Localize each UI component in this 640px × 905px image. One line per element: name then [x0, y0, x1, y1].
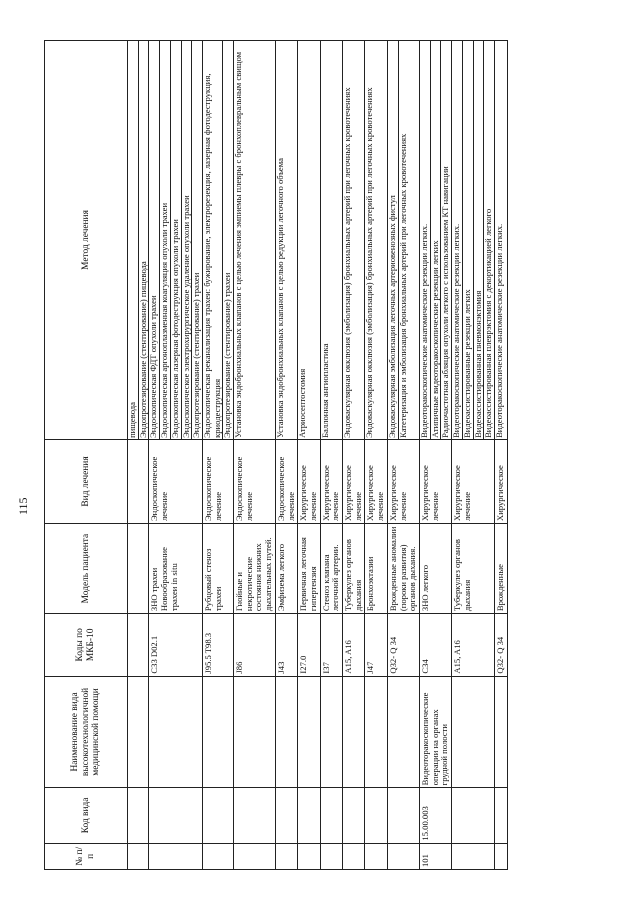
cell-icd: J47	[365, 614, 387, 676]
cell-num: 101	[419, 843, 451, 869]
cell-method	[419, 41, 451, 440]
cell-model: ЗНО легкого	[419, 524, 451, 614]
method-line: Видеоассистированная пневмонэктомия	[474, 41, 485, 439]
table-header-row	[45, 41, 128, 870]
cell-code-kind	[149, 788, 203, 843]
cell-code-kind	[275, 788, 297, 843]
cell-code-kind	[202, 788, 233, 843]
cell-num	[320, 843, 342, 869]
cell-code-kind	[387, 788, 419, 843]
cell-code-kind	[494, 788, 507, 843]
cell-treatment-type: Хирургическое лечение	[452, 439, 495, 523]
cell-treatment-type: Хирургическое лечение	[298, 439, 320, 523]
method-line: Атриосептостомия	[297, 368, 308, 438]
cell-icd: C33 D02.1	[149, 614, 203, 676]
cell-kind-name	[320, 676, 342, 788]
cell-treatment-type: Эндоскопическое лечение	[275, 439, 297, 523]
cell-method	[387, 41, 419, 440]
cell-code-kind	[234, 788, 276, 843]
table-row	[128, 41, 149, 870]
cell-kind-name	[234, 676, 276, 788]
method-line: Видеоторакоскопические анатомические резекции легких.	[452, 41, 463, 439]
cell-treatment-type	[128, 439, 149, 523]
table-row	[365, 41, 387, 870]
method-line: Установка эндобронхиальных клапанов с целью редукции легочного объема	[274, 158, 285, 438]
header-model: Модель пациента	[45, 524, 128, 614]
table-row	[494, 41, 507, 870]
cell-method	[234, 41, 276, 440]
table-row	[275, 41, 297, 870]
cell-kind-name	[365, 676, 387, 788]
rotated-table-sheet	[16, 40, 614, 870]
cell-model: Эмфизема легкого	[275, 524, 297, 614]
cell-treatment-type: Хирургическое лечение	[419, 439, 451, 523]
cell-kind-name	[128, 676, 149, 788]
header-method: Метод лечения	[45, 41, 128, 440]
cell-method	[343, 41, 365, 440]
table-row	[202, 41, 233, 870]
cell-treatment-type: Хирургическое лечение	[320, 439, 342, 523]
table-row	[298, 41, 320, 870]
cell-code-kind	[298, 788, 320, 843]
cell-icd: J95.5 T98.3	[202, 614, 233, 676]
cell-model: Врожденные	[494, 524, 507, 614]
header-icd: Коды по МКБ-10	[45, 614, 128, 676]
cell-model: Стеноз клапана легочной артерии.	[320, 524, 342, 614]
cell-code-kind	[343, 788, 365, 843]
cell-method	[365, 41, 387, 440]
cell-kind-name	[494, 676, 507, 788]
cell-model: Врожденные аномалии (пороки развития) органов дыхания.	[387, 524, 419, 614]
method-line: Установка эндобронхиальных клапанов с целью лечения эмпиемы плевры с бронхоплевральным свищом	[233, 51, 244, 438]
cell-num	[343, 843, 365, 869]
cell-method	[202, 41, 233, 440]
cell-treatment-type: Хирургическое лечение	[387, 439, 419, 523]
cell-code-kind	[452, 788, 495, 843]
cell-icd: Q32- Q 34	[494, 614, 507, 676]
method-line: Эндоскопическая лазерная фотодеструкция опухоли трахеи	[171, 41, 182, 439]
treatment-table	[44, 40, 508, 870]
method-line: пищевода	[128, 41, 139, 439]
cell-kind-name	[387, 676, 419, 788]
cell-icd: A15, A16	[452, 614, 495, 676]
method-line: Видеоторакоскопические анатомические резекции легких.	[493, 223, 504, 438]
table-row	[419, 41, 451, 870]
cell-code-kind	[128, 788, 149, 843]
cell-kind-name	[149, 676, 203, 788]
cell-code-kind	[365, 788, 387, 843]
method-line: Атипичные видеоторакоскопические резекции легких	[431, 41, 442, 439]
table-row	[452, 41, 495, 870]
cell-num	[387, 843, 419, 869]
header-treatment-type: Вид лечения	[45, 439, 128, 523]
cell-kind-name	[298, 676, 320, 788]
cell-code-kind	[320, 788, 342, 843]
cell-method	[149, 41, 203, 440]
method-line: Эндопротезирование (стентирование) пищевода	[137, 261, 148, 438]
cell-num	[275, 843, 297, 869]
method-line: Радиочастотная абляция опухоли легкого с использованием КТ навигации	[440, 166, 451, 438]
table-row	[387, 41, 419, 870]
cell-kind-name	[343, 676, 365, 788]
cell-model: Первичная легочная гипертензия	[298, 524, 320, 614]
method-line: Эндопротезирование (стентирование) трахеи	[222, 272, 233, 438]
method-line: Эндоскопическая аргоноплазменная коагуляция опухоли трахеи	[160, 41, 171, 439]
cell-num	[494, 843, 507, 869]
cell-num	[128, 843, 149, 869]
cell-treatment-type: Эндоскопическое лечение	[202, 439, 233, 523]
method-line: Эндоскопическая ФДТ опухоли трахеи	[149, 41, 160, 439]
table-row	[149, 41, 203, 870]
cell-num	[234, 843, 276, 869]
method-line: Видеоторакоскопические анатомические резекции легких.	[420, 41, 431, 439]
method-line: Баллонная ангиопластика	[319, 343, 330, 438]
cell-model: Гнойные и некротические состояния нижних дыхательных путей.	[234, 524, 276, 614]
cell-treatment-type: Хирургическое лечение	[365, 439, 387, 523]
cell-num	[149, 843, 203, 869]
method-line: Эндопротезирование (стентирование) трахеи	[191, 272, 202, 438]
cell-num	[452, 843, 495, 869]
cell-model: Бронхоэктазии	[365, 524, 387, 614]
cell-model: Туберкулез органов дыхания	[343, 524, 365, 614]
cell-icd: I27.0	[298, 614, 320, 676]
cell-icd: C34	[419, 614, 451, 676]
cell-icd: I37	[320, 614, 342, 676]
cell-kind-name	[275, 676, 297, 788]
table-body	[128, 41, 508, 870]
cell-method	[494, 41, 507, 440]
method-line: Эндоваскулярная окклюзия (эмболизация) бронхиальных артерий при легочных кровотечениях	[364, 87, 375, 438]
table-row	[343, 41, 365, 870]
header-kind-name: Наименование вида высокотехнологичной медицинской помощи	[45, 676, 128, 788]
cell-kind-name	[452, 676, 495, 788]
method-line: Эндоскопическая реканализация трахеи: бужирование, электрорезекция, лазерная фотодеструкция, криодеструкция	[203, 41, 223, 439]
cell-kind-name	[202, 676, 233, 788]
cell-treatment-type: Эндоскопическое лечение	[149, 439, 203, 523]
cell-code-kind: 15.00.003	[419, 788, 451, 843]
cell-icd: Q32- Q 34	[387, 614, 419, 676]
cell-model: ЗНО трахеи Новообразование трахеи in situ	[149, 524, 203, 614]
method-line: Эндоваскулярная эмболизация легочных артериовенозных фистул	[388, 41, 399, 439]
cell-model: Туберкулез органов дыхания	[452, 524, 495, 614]
cell-icd: A15, A16	[343, 614, 365, 676]
cell-method	[298, 41, 320, 440]
method-line: Видеоассистированная плеврэктомия с декортикацией легкого	[483, 208, 494, 438]
header-code-kind: Код вида	[45, 788, 128, 843]
cell-num	[298, 843, 320, 869]
cell-method	[320, 41, 342, 440]
table-row	[320, 41, 342, 870]
method-line: Эндоваскулярная окклюзия (эмболизация) бронхиальных артерий при легочных кровотечениях	[342, 87, 353, 438]
page-number: 115	[16, 497, 30, 515]
cell-icd: J86	[234, 614, 276, 676]
cell-method	[452, 41, 495, 440]
cell-treatment-type: Хирургическое лечение	[343, 439, 365, 523]
cell-model: Рубцовый стеноз трахеи	[202, 524, 233, 614]
cell-treatment-type: Хирургическое	[494, 439, 507, 523]
method-line: Видеоассистированные резекции легких	[463, 41, 474, 439]
method-line: Катетеризация и эмболизация бронхиальных артерий при легочных кровотечениях	[397, 133, 408, 438]
cell-treatment-type: Эндоскопическое лечение	[234, 439, 276, 523]
header-num: № п/п	[45, 843, 128, 869]
method-line: Эндоскопическое электрохирургическое удаление опухоли трахеи	[182, 41, 193, 439]
cell-num	[202, 843, 233, 869]
cell-kind-name: Видеоторакоскопические операции на органах грудной полости	[419, 676, 451, 788]
table-row	[234, 41, 276, 870]
cell-num	[365, 843, 387, 869]
cell-model	[128, 524, 149, 614]
cell-method	[275, 41, 297, 440]
cell-method	[128, 41, 149, 440]
cell-icd	[128, 614, 149, 676]
cell-icd: J43	[275, 614, 297, 676]
